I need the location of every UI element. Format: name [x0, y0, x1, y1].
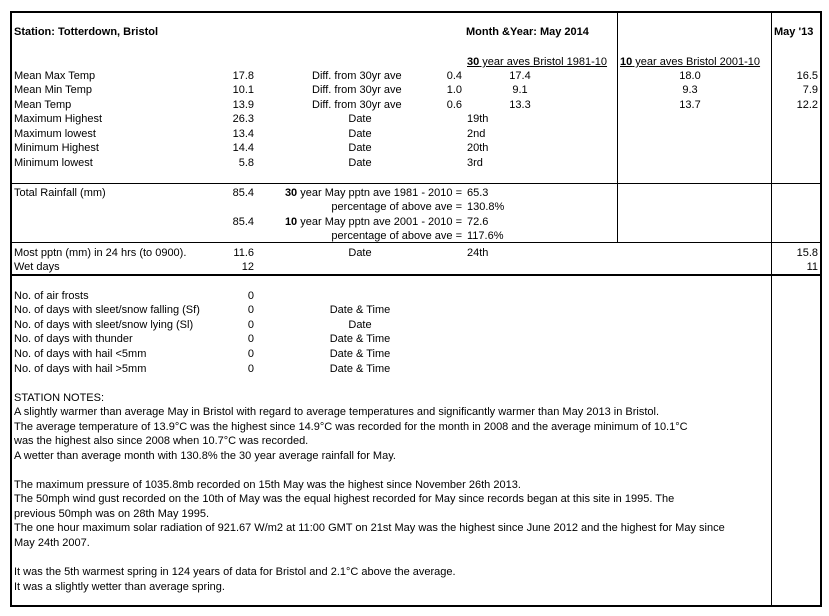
rainfall-pct-label: percentage of above ave =	[331, 201, 462, 213]
table-left-border	[10, 11, 12, 606]
rainfall-ave30-label: 30 year May pptn ave 1981 - 2010 =	[284, 187, 462, 199]
note-line: The maximum pressure of 1035.8mb recorded on 15th May was the highest since November 26th 2013.	[14, 479, 521, 491]
divider-ave30-ave10	[617, 11, 618, 183]
divider-ave30-ave10-2	[617, 184, 618, 242]
note-line: May 24th 2007.	[14, 537, 90, 549]
prev-year-header: May '13	[774, 26, 814, 38]
table-right-border	[820, 11, 822, 606]
divider-wetdays-counts	[10, 274, 821, 276]
note-line: The average temperature of 13.9°C was the highest since 14.9°C was recorded for the month in 2008 and the average minimum of 10.1°C	[14, 421, 688, 433]
rainfall-value: 85.4	[232, 216, 254, 228]
note-line: The one hour maximum solar radiation of 921.67 W/m2 at 11:00 GMT on 21st May was the highest since June 2012 and the highest for May since	[14, 522, 725, 534]
rainfall-pct-label: percentage of above ave =	[331, 230, 462, 242]
note-line: A slightly warmer than average May in Bristol with regard to average temperatures and significantly warmer than May 2013 in Bristol.	[14, 406, 660, 418]
rainfall-label: Total Rainfall (mm)	[14, 187, 106, 199]
note-line: previous 50mph was on 28th May 1995.	[14, 508, 210, 520]
note-line: A wetter than average month with 130.8% the 30 year average rainfall for May.	[14, 450, 396, 462]
note-line: was the highest also since 2008 when 10.7°C was recorded.	[14, 435, 309, 447]
note-line: It was the 5th warmest spring in 124 years of data for Bristol and 2.1°C above the average.	[14, 566, 456, 578]
ave10-header: 10 year aves Bristol 2001-10	[620, 56, 761, 68]
note-line: It was a slightly wetter than average spring.	[14, 581, 225, 593]
rainfall-ave30-value: 65.3	[467, 187, 489, 199]
notes-title: STATION NOTES:	[14, 392, 105, 404]
rainfall-ave10-value: 72.6	[467, 216, 489, 228]
rainfall-pct-value: 130.8%	[467, 201, 505, 213]
ave30-header: 30 year aves Bristol 1981-10	[467, 56, 608, 68]
note-line: The 50mph wind gust recorded on the 10th of May was the equal highest recorded for May since records began at this site in 1995. The	[14, 493, 675, 505]
rainfall-value: 85.4	[232, 187, 254, 199]
station-title: Station: Totterdown, Bristol	[14, 26, 159, 38]
month-year-title: Month &Year: May 2014	[466, 26, 589, 38]
table-bottom-border	[10, 605, 822, 607]
divider-temps-rain	[10, 183, 821, 184]
rainfall-ave10-label: 10 year May pptn ave 2001 - 2010 =	[284, 216, 462, 228]
rainfall-pct-value: 117.6%	[467, 230, 504, 242]
table-top-border	[10, 11, 822, 13]
divider-prev-year	[771, 11, 772, 606]
